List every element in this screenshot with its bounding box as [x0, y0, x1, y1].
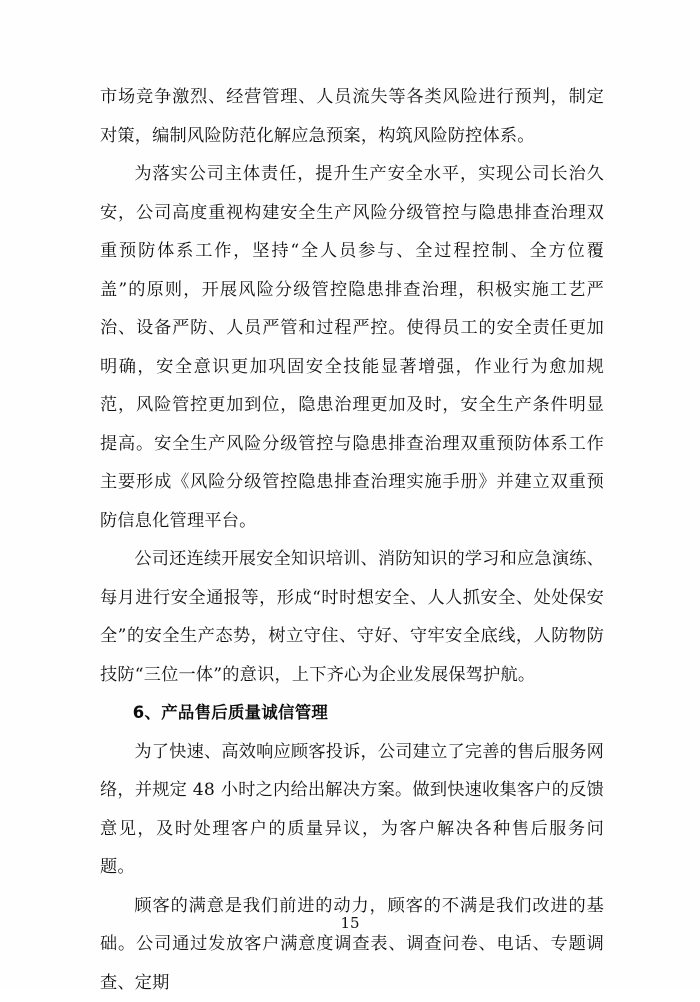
page-body: [100, 78, 604, 1002]
paragraph-safety-training: 公司还连续开展安全知识培训、消防知识的学习和应急演练、每月进行安全通报等，形成“时时想安全、人人抓安全、处处保安全”的安全生产态势，树立守住、守好、守牢安全底线，人防物防技防“三位一体”的意识，上下齐心为企业发展保驾护航。: [100, 540, 604, 694]
paragraph-continuation: 市场竞争激烈、经营管理、人员流失等各类风险进行预判，制定对策，编制风险防范化解应急预案，构筑风险防控体系。: [100, 78, 604, 155]
paragraph-safety-system: 为落实公司主体责任，提升生产安全水平，实现公司长治久安，公司高度重视构建安全生产风险分级管控与隐患排查治理双重预防体系工作，坚持“全人员参与、全过程控制、全方位覆盖”的原则，开展风险分级管控隐患排查治理，积极实施工艺严治、设备严防、人员严管和过程严控。使得员工的安全责任更加明确，安全意识更加巩固安全技能显著增强，作业行为愈加规范，风险管控更加到位，隐患治理更加及时，安全生产条件明显提高。安全生产风险分级管控与隐患排查治理双重预防体系工作主要形成《风险分级管控隐患排查治理实施手册》并建立双重预防信息化管理平台。: [100, 155, 604, 540]
page-number: 15: [0, 914, 700, 932]
paragraph-after-sales-network: 为了快速、高效响应顾客投诉，公司建立了完善的售后服务网络，并规定 48 小时之内给出解决方案。做到快速收集客户的反馈意见，及时处理客户的质量异议，为客户解决各种售后服务问题。: [100, 733, 604, 887]
section-heading-after-sales: 6、产品售后质量诚信管理: [100, 694, 604, 733]
paragraph-customer-satisfaction: 顾客的满意是我们前进的动力，顾客的不满是我们改进的基础。公司通过发放客户满意度调查表、调查问卷、电话、专题调查、定期: [100, 887, 604, 1002]
